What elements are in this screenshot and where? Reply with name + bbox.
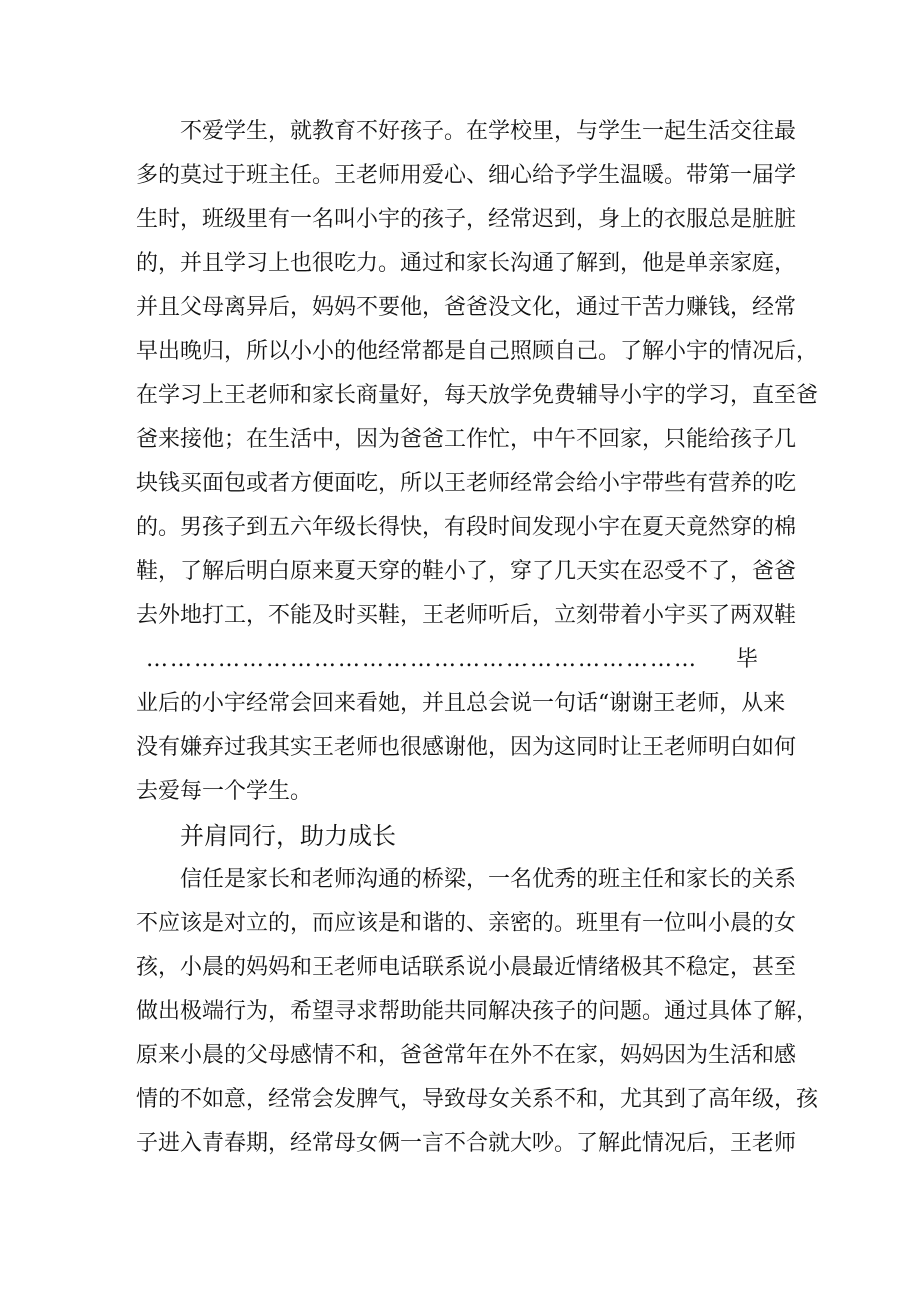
paragraph-1-line-16: 去爱每一个学生。 (136, 779, 313, 804)
paragraph-1-line-14: 业后的小宇经常会回来看她，并且总会说一句话“谢谢王老师，从来 (136, 691, 786, 716)
paragraph-1-line-5: 并且父母离异后，妈妈不要他，爸爸没文化，通过干苦力赚钱，经常 (136, 295, 797, 320)
paragraph-1-line-8: 爸来接他；在生活中，因为爸爸工作忙，中午不回家，只能给孩子几 (136, 427, 797, 452)
paragraph-1-ellipsis-line: ……………………………………………………………毕 (146, 647, 760, 672)
paragraph-1-line-9: 块钱买面包或者方便面吃，所以王老师经常会给小宇带些有营养的吃 (136, 471, 797, 496)
paragraph-2-line-4: 做出极端行为，希望寻求帮助能共同解决孩子的问题。通过具体了解， (136, 999, 819, 1024)
paragraph-2-line-1: 信任是家长和老师沟通的桥梁，一名优秀的班主任和家长的关系 (180, 867, 797, 892)
paragraph-1-line-15: 没有嫌弃过我其实王老师也很感谢他，因为这同时让王老师明白如何 (136, 735, 797, 760)
paragraph-2-line-2: 不应该是对立的，而应该是和谐的、亲密的。班里有一位叫小晨的女 (136, 911, 797, 936)
paragraph-1-line-7: 在学习上王老师和家长商量好，每天放学免费辅导小宇的学习，直至爸 (136, 383, 819, 408)
paragraph-2-line-3: 孩，小晨的妈妈和王老师电话联系说小晨最近情绪极其不稳定，甚至 (136, 955, 797, 980)
paragraph-1-line-10: 的。男孩子到五六年级长得快，有段时间发现小宇在夏天竟然穿的棉 (136, 515, 797, 540)
paragraph-1-line-2: 多的莫过于班主任。王老师用爱心、细心给予学生温暖。带第一届学 (136, 163, 797, 188)
paragraph-1-line-6: 早出晚归，所以小小的他经常都是自己照顾自己。了解小宇的情况后， (136, 339, 819, 364)
paragraph-1-line-12: 去外地打工，不能及时买鞋，王老师听后，立刻带着小宇买了两双鞋 (136, 603, 797, 628)
paragraph-1-line-4: 的，并且学习上也很吃力。通过和家长沟通了解到，他是单亲家庭， (136, 251, 797, 276)
paragraph-2-line-6: 情的不如意，经常会发脾气，导致母女关系不和，尤其到了高年级，孩 (136, 1087, 819, 1112)
paragraph-2-line-7: 子进入青春期，经常母女俩一言不合就大吵。了解此情况后，王老师 (136, 1131, 797, 1156)
paragraph-1-line-11: 鞋，了解后明白原来夏天穿的鞋小了，穿了几天实在忍受不了，爸爸 (136, 559, 797, 584)
paragraph-2-line-5: 原来小晨的父母感情不和，爸爸常年在外不在家，妈妈因为生活和感 (136, 1043, 797, 1068)
paragraph-1-line-1: 不爱学生，就教育不好孩子。在学校里，与学生一起生活交往最 (180, 119, 797, 144)
section-heading: 并肩同行，助力成长 (180, 822, 396, 850)
paragraph-1-line-3: 生时，班级里有一名叫小宇的孩子，经常迟到，身上的衣服总是脏脏 (136, 207, 797, 232)
